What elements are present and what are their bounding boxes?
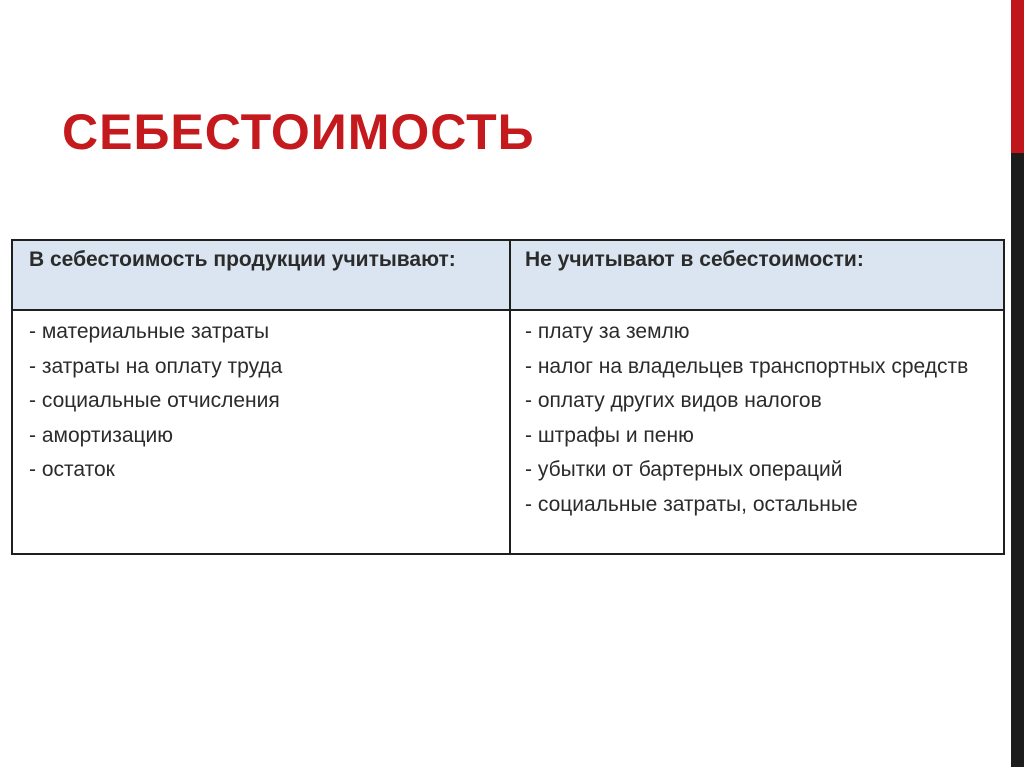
column-divider [509, 241, 511, 553]
list-item: - убытки от бартерных операций [525, 458, 843, 481]
list-item: - затраты на оплату труда [29, 354, 283, 378]
table-header-row [13, 241, 1003, 311]
accent-bar-dark [1011, 153, 1024, 767]
header-included: В себестоимость продукции учитывают: [29, 248, 456, 271]
list-item: - материальные затраты [29, 320, 270, 343]
list-item: - социальные отчисления [29, 389, 280, 412]
list-item: - налог на владельцев транспортных средств [525, 354, 969, 378]
list-item: - оплату других видов налогов [525, 389, 822, 412]
cost-table [11, 239, 1005, 555]
list-item: - штрафы и пеню [525, 423, 694, 447]
included-list [29, 315, 499, 488]
list-item: - остаток [29, 458, 115, 481]
accent-bar-gap [1005, 0, 1011, 767]
header-excluded: Не учитывают в себестоимости: [525, 248, 864, 271]
list-item: - плату за землю [525, 320, 690, 343]
list-item: - амортизацию [29, 423, 174, 447]
excluded-list [525, 315, 995, 522]
accent-bar-red [1011, 0, 1024, 153]
list-item: - социальные затраты, остальные [525, 492, 858, 516]
page-title: СЕБЕСТОИМОСТЬ [62, 104, 535, 160]
